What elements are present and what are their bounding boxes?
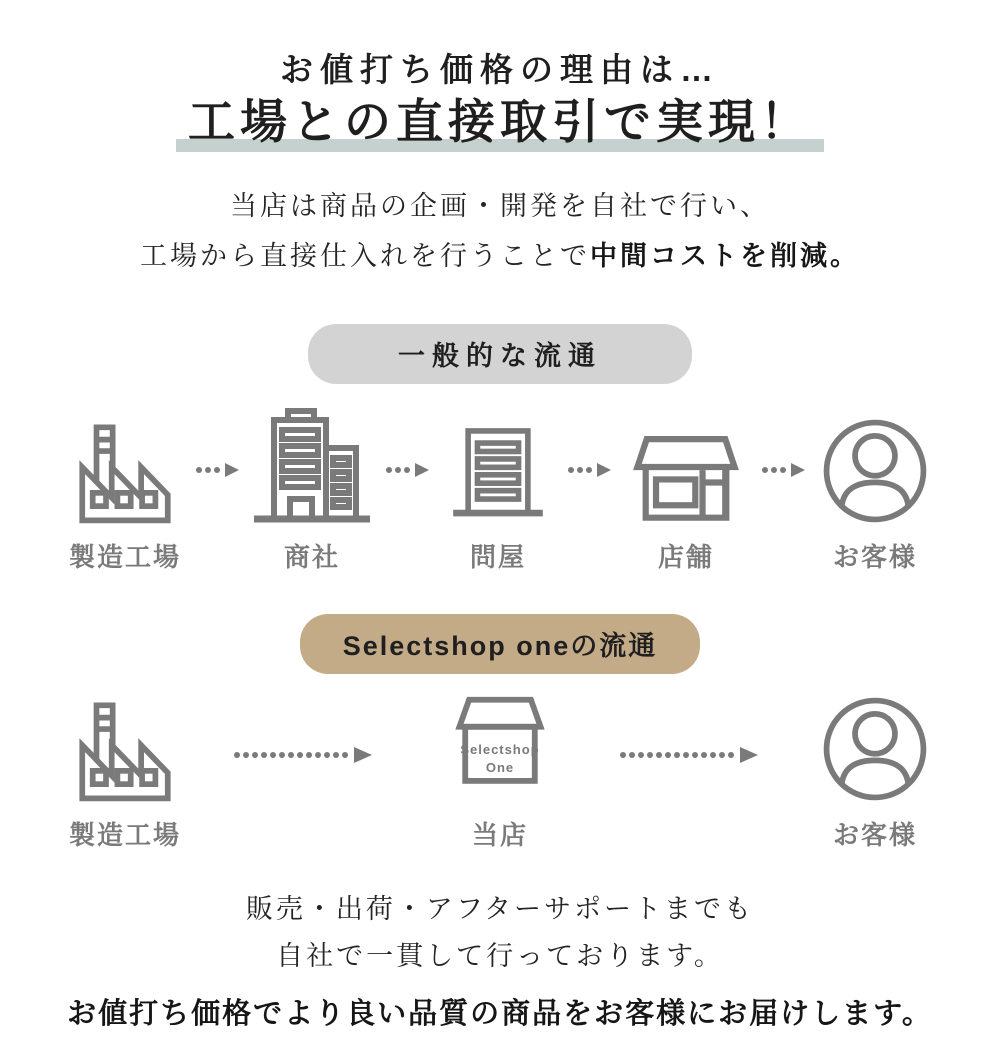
intro-line1: 当店は商品の企画・開発を自社で行い、	[230, 190, 770, 221]
long-dotted-arrow-right-icon	[232, 746, 382, 764]
shop-box-text-line2: One	[485, 759, 515, 775]
selectshop-flow-diagram	[0, 684, 1000, 852]
step-label: 商社	[283, 541, 340, 572]
flow-step-customer	[818, 684, 932, 852]
factory-icon	[68, 406, 182, 528]
general-flow-badge: 一般的な流通	[308, 324, 692, 384]
flow-step-wholesaler	[442, 406, 554, 574]
flow-step-our-shop	[432, 684, 568, 852]
step-label: 製造工場	[68, 541, 181, 572]
dotted-arrow-right-icon	[566, 462, 612, 478]
general-flow-diagram	[0, 406, 1000, 574]
wholesaler-building-icon	[442, 406, 554, 528]
step-label: お客様	[832, 541, 917, 572]
footer-emphasis-line: お値打ち価格でより良い品質の商品をお客様にお届けします。	[67, 998, 933, 1031]
intro-paragraph	[0, 182, 1000, 282]
shop-box-text-line1: Selectshop	[460, 741, 540, 757]
storefront-icon	[624, 406, 748, 528]
factory-icon	[68, 684, 182, 806]
headline-subtitle: お値打ち価格の理由は…	[280, 51, 720, 88]
selectshop-box-icon	[432, 684, 568, 806]
flow-step-customer	[818, 406, 932, 574]
infographic-canvas	[0, 44, 1000, 1044]
customer-avatar-icon	[818, 406, 932, 528]
customer-avatar-icon	[818, 684, 932, 806]
flow-step-factory	[68, 406, 182, 574]
step-label: 問屋	[469, 541, 526, 572]
footer-text	[0, 886, 1000, 1040]
intro-line2-emphasis: 中間コストを削減。	[590, 240, 860, 271]
dotted-arrow-right-icon	[384, 462, 430, 478]
footer-line2: 自社で一貫して行っております。	[276, 940, 724, 971]
flow-step-trading-company	[252, 406, 372, 574]
long-dotted-arrow-right-icon	[618, 746, 768, 764]
dotted-arrow-right-icon	[194, 462, 240, 478]
headline-highlighted-text: 工場との直接取引で実現！	[176, 93, 824, 152]
step-label: 当店	[471, 819, 528, 850]
intro-line2: 工場から直接仕入れを行うことで	[140, 240, 590, 271]
dotted-arrow-right-icon	[760, 462, 806, 478]
footer-line1: 販売・出荷・アフターサポートまでも	[245, 893, 755, 924]
step-label: お客様	[832, 819, 917, 850]
selectshop-flow-badge: Selectshop oneの流通	[300, 614, 700, 674]
step-label: 製造工場	[68, 819, 181, 850]
headline-title	[0, 93, 1000, 152]
flow-step-store	[624, 406, 748, 574]
step-label: 店舗	[657, 541, 714, 572]
flow-step-factory	[68, 684, 182, 852]
office-buildings-icon	[252, 406, 372, 528]
